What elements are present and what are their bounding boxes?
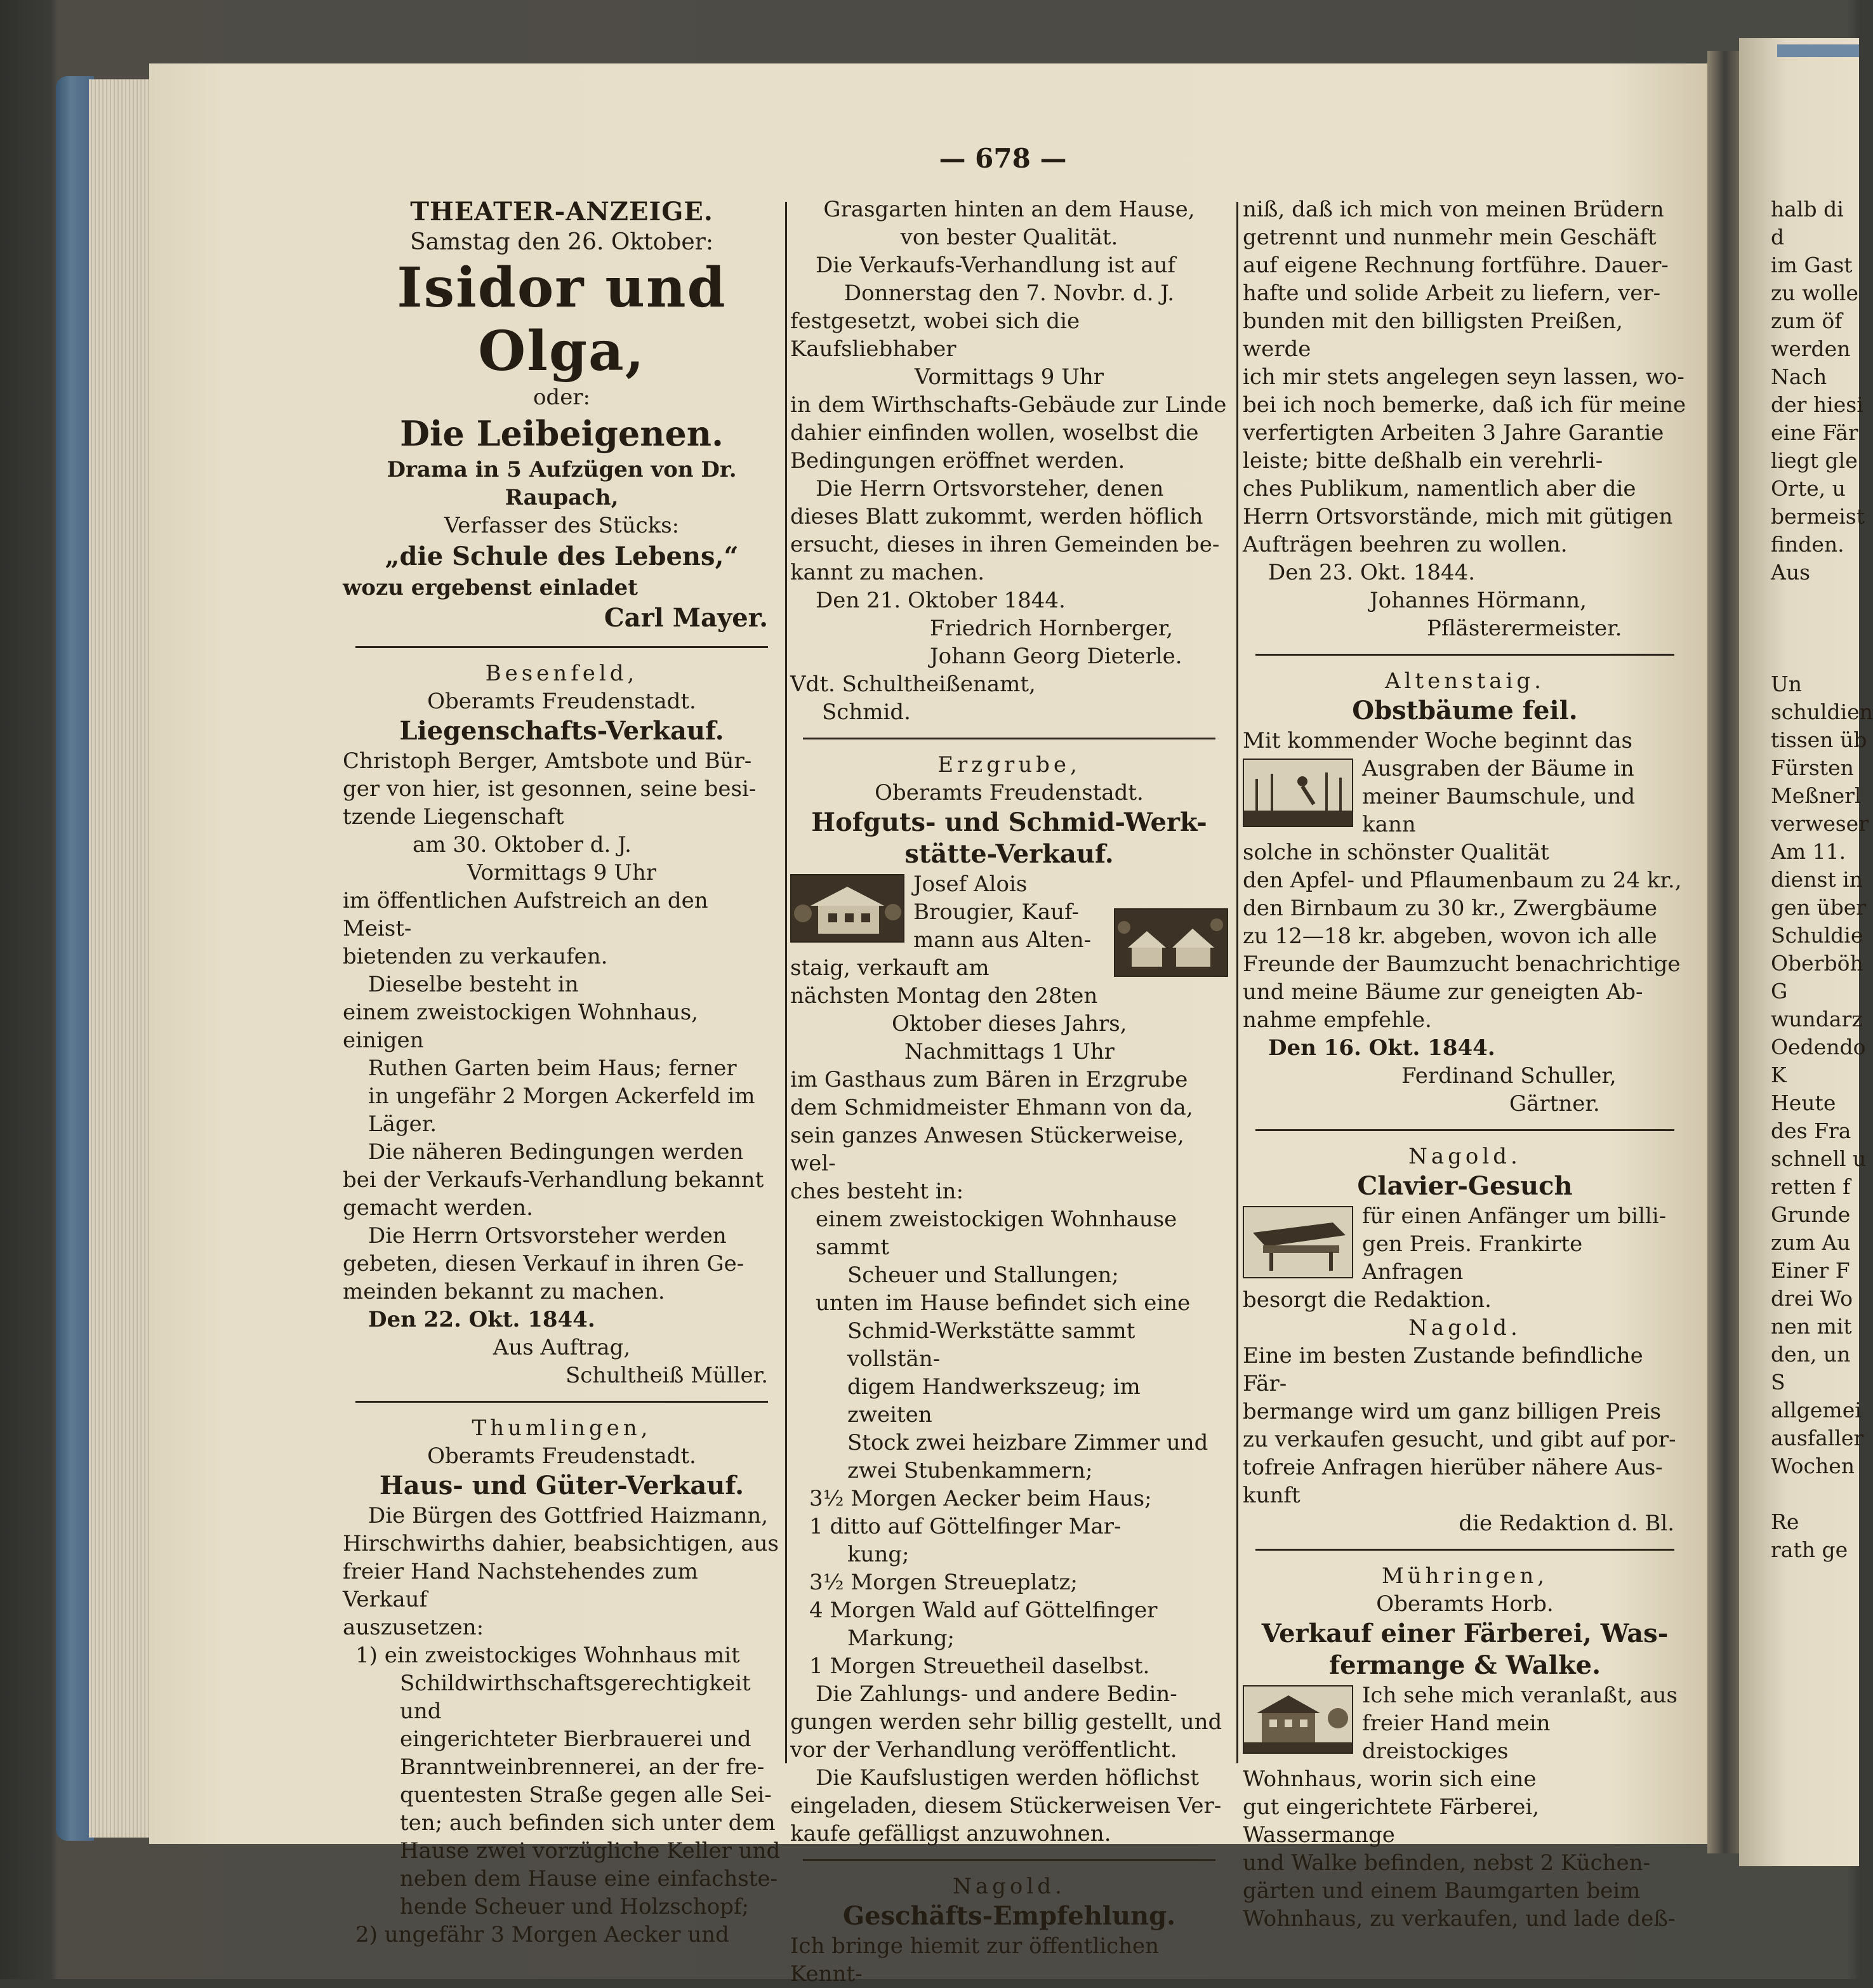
ad-place: Mühringen,	[1381, 1563, 1549, 1589]
fragment-line: Aus	[1771, 560, 1811, 585]
ad-title: Verkauf einer Färberei, Was-	[1261, 1619, 1669, 1648]
ad-line: meinden bekannt zu machen.	[343, 1279, 665, 1304]
invite-line: wozu ergebenst einladet	[343, 575, 638, 600]
ad-line: mann aus Alten-	[913, 927, 1092, 953]
text-line: getrennt und nunmehr mein Geschäft	[1243, 225, 1657, 250]
fragment-line: schuldien	[1771, 699, 1873, 724]
ad-line: gen Preis. Frankirte Anfragen	[1362, 1231, 1583, 1285]
ad-line: gungen werden sehr billig gestellt, und	[790, 1709, 1222, 1735]
ad-title: Haus- und Güter-Verkauf.	[379, 1471, 745, 1501]
fragment-line: den, un	[1771, 1342, 1851, 1367]
fragment-line: Einer F	[1771, 1258, 1850, 1283]
ad-title: Hofguts- und Schmid-Werk-	[811, 807, 1207, 837]
fragment-line: im Gast	[1771, 253, 1853, 277]
fragment-line: S	[1771, 1370, 1785, 1395]
ad-line: tzende Liegenschaft	[343, 804, 564, 830]
ad-line: Die Zahlungs- und andere Bedin-	[816, 1681, 1177, 1707]
ad-line: solche in schönster Qualität	[1243, 840, 1549, 865]
ad-district: Oberamts Horb.	[1376, 1591, 1554, 1617]
ad-line: freier Hand Nachstehendes zum Verkauf	[343, 1559, 698, 1612]
ad-place: Altenstaig.	[1385, 668, 1545, 694]
ad-signature: Ferdinand Schuller,	[1401, 1063, 1617, 1089]
house-woodcut	[1243, 1685, 1353, 1754]
fragment-line: zu wolle	[1771, 281, 1858, 305]
text-line: ersucht, dieses in ihren Gemeinden be-	[790, 532, 1220, 557]
ad-line: und Walke befinden, nebst 2 Küchen-	[1243, 1850, 1651, 1876]
ad-list-item: neben dem Hause eine einfachste-	[400, 1866, 778, 1892]
ad-title: stätte-Verkauf.	[904, 839, 1114, 869]
fragment-line: der hiesi	[1771, 392, 1863, 417]
ad-line: eingeladen, diesem Stückerweisen Ver-	[790, 1793, 1222, 1819]
ad-place: Erzgrube,	[937, 752, 1081, 778]
text-line: niß, daß ich mich von meinen Brüdern	[1243, 197, 1664, 222]
ad-line: Die Herrn Ortsvorsteher werden	[368, 1223, 727, 1249]
ad-auftrag: Aus Auftrag,	[493, 1335, 631, 1360]
fragment-line: ausfaller	[1771, 1426, 1864, 1450]
ad-list-item: ten; auch befinden sich unter dem	[400, 1810, 776, 1836]
ad-line: vor der Verhandlung veröffentlicht.	[790, 1737, 1177, 1763]
ad-district: Oberamts Freudenstadt.	[427, 689, 696, 714]
text-line: leiste; bitte deßhalb ein verehrli-	[1243, 448, 1603, 474]
ad-line: Wohnhaus, worin sich eine	[1243, 1766, 1537, 1792]
fragment-line: verweser	[1771, 811, 1869, 836]
text-line: in dem Wirthschafts-Gebäude zur Linde	[790, 392, 1227, 418]
ad-line: Scheuer und Stallungen;	[847, 1262, 1119, 1288]
text-line: Aufträgen beehren zu wollen.	[1243, 532, 1568, 557]
ad-line: nahme empfehle.	[1243, 1007, 1432, 1033]
fragment-line: Am 11.	[1771, 839, 1846, 864]
fragment-line: Grunde	[1771, 1202, 1851, 1227]
ad-line: zu 12—18 kr. abgeben, wovon ich alle	[1243, 924, 1657, 949]
ad-title: Clavier-Gesuch	[1357, 1171, 1573, 1201]
fragment-line	[1771, 1480, 1859, 1508]
ad-line: Mit kommender Woche beginnt das	[1243, 728, 1632, 753]
fragment-line: Meßnerl	[1771, 783, 1862, 808]
ad-title: Liegenschafts-Verkauf.	[399, 716, 724, 746]
separator	[1255, 654, 1674, 656]
text-line: auf eigene Rechnung fortführe. Dauer-	[1243, 253, 1669, 278]
ad-date: Den 16. Okt. 1844.	[1268, 1035, 1495, 1061]
separator	[803, 738, 1215, 739]
separator	[1255, 1549, 1674, 1551]
ad-line: im Gasthaus zum Bären in Erzgrube	[790, 1067, 1188, 1092]
ad-line: staig, verkauft am	[790, 955, 989, 981]
theater-signer: Carl Mayer.	[604, 603, 768, 633]
ad-line: Ich bringe hiemit zur öffentlichen Kennt-	[790, 1933, 1160, 1987]
play-title: Isidor und Olga,	[397, 256, 727, 383]
ad-list-item: 1) ein zweistockiges Wohnhaus mit	[355, 1643, 740, 1668]
ad-line: kung;	[847, 1542, 910, 1567]
ad-line: gebeten, diesen Verkauf in ihren Ge-	[343, 1251, 745, 1276]
ad-line: gut eingerichtete Färberei, Wassermange	[1243, 1794, 1540, 1848]
fragment-line: gen über	[1771, 895, 1867, 920]
ad-line: in ungefähr 2 Morgen Ackerfeld im	[368, 1083, 755, 1109]
ad-line: Ruthen Garten beim Haus; ferner	[368, 1056, 737, 1081]
ad-line: den Apfel- und Pflaumenbaum zu 24 kr.,	[1243, 868, 1682, 893]
ad-list-item: Hause zwei vorzügliche Keller und	[400, 1838, 781, 1864]
separator	[1255, 1129, 1674, 1131]
fragment-line: allgemei	[1771, 1398, 1862, 1422]
ad-district: Oberamts Freudenstadt.	[427, 1443, 696, 1469]
separator	[803, 1859, 1215, 1861]
gardener-woodcut	[1243, 759, 1353, 827]
fragment-line: tissen üb	[1771, 727, 1867, 752]
text-line: Bedingungen eröffnet werden.	[790, 448, 1125, 474]
text-line: dahier einfinden wollen, woselbst die	[790, 420, 1199, 446]
ad-line: meiner Baumschule, und kann	[1362, 784, 1636, 837]
other-play: „die Schule des Lebens,“	[385, 541, 739, 571]
ad-list-item: Schildwirthschaftsgerechtigkeit und	[400, 1671, 751, 1724]
ad-line: bermange wird um ganz billigen Preis	[1243, 1399, 1662, 1424]
ad-title: fermange & Walke.	[1328, 1650, 1601, 1680]
ad-line: unten im Hause befindet sich eine	[816, 1290, 1191, 1316]
farmhouse-woodcut	[790, 874, 904, 943]
fragment-line: Fürsten	[1771, 755, 1854, 780]
ad-line: Schmid-Werkstätte sammt vollstän-	[847, 1318, 1135, 1372]
ad-list-item: hende Scheuer und Holzschopf;	[400, 1894, 749, 1919]
text-line: Pflästerermeister.	[1427, 616, 1622, 641]
village-woodcut	[1114, 908, 1228, 977]
ad-line: 3½ Morgen Aecker beim Haus;	[809, 1486, 1152, 1511]
text-line: hafte und solide Arbeit zu liefern, ver-	[1243, 281, 1661, 306]
text-line: Vormittags 9 Uhr	[914, 364, 1104, 390]
column-rule	[785, 202, 787, 1763]
fragment-line: bermeist	[1771, 504, 1865, 529]
text-line: Grasgarten hinten an dem Hause,	[823, 197, 1195, 222]
text-line: Herrn Ortsvorstände, mich mit gütigen	[1243, 504, 1673, 529]
ad-date: Den 22. Okt. 1844.	[368, 1307, 595, 1332]
fragment-line: rath ge	[1771, 1537, 1848, 1562]
play-subtitle: Die Leibeigenen.	[400, 413, 724, 454]
ad-list-item: 2) ungefähr 3 Morgen Aecker und	[355, 1922, 729, 1947]
ad-line: tofreie Anfragen hierüber nähere Aus-	[1243, 1455, 1663, 1480]
ad-line: auszusetzen:	[343, 1615, 484, 1640]
ad-line: Wohnhaus, zu verkaufen, und lade deß-	[1243, 1906, 1676, 1932]
ad-line: sein ganzes Anwesen Stückerweise, wel-	[790, 1123, 1184, 1176]
ad-line: den Birnbaum zu 30 kr., Zwergbäume	[1243, 896, 1657, 921]
theater-date: Samstag den 26. Oktober:	[410, 229, 713, 255]
ad-list-item: Branntweinbrennerei, an der fre-	[400, 1754, 765, 1780]
fragment-line	[1771, 586, 1859, 614]
ad-line: 1 ditto auf Göttelfinger Mar-	[809, 1514, 1122, 1539]
ad-district: Oberamts Freudenstadt.	[875, 780, 1144, 805]
ad-line: Josef Alois Brougier, Kauf-	[913, 871, 1079, 925]
column-1	[343, 195, 781, 1949]
fragment-line	[1771, 614, 1859, 642]
text-line: Johannes Hörmann,	[1370, 588, 1587, 613]
fragment-line: eine Fär	[1771, 420, 1858, 445]
ad-place: Besenfeld,	[485, 661, 639, 686]
column-rule	[1236, 202, 1238, 1763]
ad-line: dem Schmidmeister Ehmann von da,	[790, 1095, 1193, 1120]
page-edges	[89, 79, 152, 1838]
drama-info: Drama in 5 Aufzügen von Dr. Raupach,	[387, 457, 737, 510]
text-line: festgesetzt, wobei sich die Kaufsliebhaber	[790, 308, 1080, 362]
ad-line: Vormittags 9 Uhr	[467, 860, 657, 885]
fragment-line: K	[1771, 1063, 1787, 1087]
ad-place: Nagold.	[1408, 1144, 1521, 1169]
ad-line: zu verkaufen gesucht, und gibt auf por-	[1243, 1427, 1676, 1452]
ad-place: Nagold.	[1408, 1315, 1521, 1341]
text-line: ich mir stets angelegen seyn lassen, wo-	[1243, 364, 1684, 390]
ad-signature: Gärtner.	[1509, 1091, 1600, 1117]
ad-line: Nachmittags 1 Uhr	[904, 1039, 1115, 1064]
ad-line: bei der Verkaufs-Verhandlung bekannt	[343, 1167, 764, 1193]
text-line: bunden mit den billigsten Preißen, werde	[1243, 308, 1623, 362]
ad-line: 3½ Morgen Streueplatz;	[809, 1570, 1078, 1595]
ad-place: Thumlingen,	[472, 1415, 652, 1441]
text-line: Die Herrn Ortsvorsteher, denen	[816, 476, 1164, 501]
ad-line: Oktober dieses Jahrs,	[892, 1011, 1127, 1037]
ad-line: Hirschwirths dahier, beabsichtigen, aus	[343, 1531, 779, 1556]
ad-line: kaufe gefälligst anzuwohnen.	[790, 1821, 1111, 1846]
fragment-line: wundarz	[1771, 1007, 1863, 1031]
text-line: kannt zu machen.	[790, 560, 985, 585]
ad-line: Ausgraben der Bäume in	[1362, 756, 1634, 781]
fragment-line: G	[1771, 979, 1788, 1004]
column-3	[1243, 195, 1687, 1933]
fragment-line: Heute	[1771, 1090, 1836, 1115]
column-2	[790, 195, 1228, 1988]
ad-line: einem zweistockigen Wohnhaus, einigen	[343, 1000, 698, 1053]
ad-line: und meine Bäume zur geneigten Ab-	[1243, 979, 1643, 1005]
fragment-line: d	[1771, 225, 1785, 249]
fragment-line: retten f	[1771, 1174, 1851, 1199]
ad-line: einem zweistockigen Wohnhause sammt	[816, 1207, 1177, 1260]
book-cover-spine	[56, 76, 94, 1841]
ad-signature: die Redaktion d. Bl.	[1459, 1511, 1674, 1536]
fragment-line: Oberböh	[1771, 951, 1863, 976]
text-line: Johann Georg Dieterle.	[930, 644, 1182, 669]
fragment-line: des Fra	[1771, 1118, 1851, 1143]
ad-line: freier Hand mein dreistockiges	[1362, 1711, 1551, 1764]
ad-line: 4 Morgen Wald auf Göttelfinger	[809, 1598, 1158, 1623]
right-page-fragment	[1771, 195, 1873, 1564]
fragment-line: Wochen	[1771, 1454, 1855, 1478]
fragment-line: liegt gle	[1771, 448, 1858, 473]
fragment-line: finden.	[1771, 532, 1844, 557]
oder-text: oder:	[533, 385, 591, 410]
ad-line: ches besteht in:	[790, 1179, 964, 1204]
author-line: Verfasser des Stücks:	[444, 513, 680, 538]
text-line: Die Verkaufs-Verhandlung ist auf	[816, 253, 1176, 278]
ad-title: Obstbäume feil.	[1352, 696, 1578, 726]
fragment-line: nen mit	[1771, 1314, 1852, 1339]
ad-line: 1 Morgen Streuetheil daselbst.	[809, 1653, 1150, 1679]
theater-heading: THEATER-ANZEIGE.	[410, 197, 713, 227]
ad-line: Christoph Berger, Amtsbote und Bür-	[343, 748, 752, 774]
fragment-line: Oedendo	[1771, 1035, 1866, 1059]
text-line: verfertigten Arbeiten 3 Jahre Garantie	[1243, 420, 1664, 446]
fragment-line: Schuldie	[1771, 923, 1863, 948]
ad-list-item: quentesten Straße gegen alle Sei-	[400, 1782, 772, 1808]
text-line: von bester Qualität.	[900, 225, 1118, 250]
text-line: Den 23. Okt. 1844.	[1268, 560, 1476, 585]
fragment-line: Orte, u	[1771, 476, 1846, 501]
text-line: ches Publikum, namentlich aber die	[1243, 476, 1636, 501]
text-line: dieses Blatt zukommt, werden höflich	[790, 504, 1203, 529]
fragment-line: dienst in	[1771, 867, 1863, 892]
ad-line: ger von hier, ist gesonnen, seine besi-	[343, 776, 757, 802]
text-line: Donnerstag den 7. Novbr. d. J.	[844, 281, 1175, 306]
fragment-line: Nach	[1771, 364, 1827, 389]
ad-line: Markung;	[847, 1626, 955, 1651]
ad-line: digem Handwerkszeug; im zweiten	[847, 1374, 1141, 1428]
page-number: — 678 —	[939, 143, 1067, 174]
ad-line: am 30. Oktober d. J.	[413, 832, 632, 858]
ad-line: zwei Stubenkammern;	[847, 1458, 1093, 1483]
fragment-line	[1771, 642, 1859, 670]
ad-line: Stock zwei heizbare Zimmer und	[847, 1430, 1208, 1455]
text-line: bei ich noch bemerke, daß ich für meine	[1243, 392, 1686, 418]
fragment-line: Un	[1771, 672, 1803, 696]
separator	[355, 1401, 768, 1403]
book-gutter	[1707, 51, 1739, 1853]
ad-line: besorgt die Redaktion.	[1243, 1287, 1492, 1313]
ad-place: Nagold.	[953, 1874, 1066, 1899]
fragment-line: Re	[1771, 1509, 1799, 1534]
ad-list-item: eingerichteter Bierbrauerei und	[400, 1726, 751, 1752]
ad-line: Freunde der Baumzucht benachrichtige	[1243, 951, 1681, 977]
fragment-line: drei Wo	[1771, 1286, 1853, 1311]
ad-line: bietenden zu verkaufen.	[343, 944, 608, 969]
text-line: Schmid.	[822, 699, 911, 725]
ad-line: Eine im besten Zustande befindliche Fär-	[1243, 1343, 1643, 1396]
fragment-line: schnell u	[1771, 1146, 1867, 1171]
fragment-line: halb di	[1771, 197, 1844, 222]
text-line: Vdt. Schultheißenamt,	[790, 672, 1036, 697]
ad-line: gärten und einem Baumgarten beim	[1243, 1878, 1641, 1904]
text-line: Friedrich Hornberger,	[930, 616, 1174, 641]
ad-line: Die Kaufslustigen werden höflichst	[816, 1765, 1200, 1791]
ad-line: gemacht werden.	[343, 1195, 533, 1221]
piano-woodcut	[1243, 1206, 1353, 1278]
ad-line: nächsten Montag den 28ten	[790, 983, 1098, 1009]
ad-line: Die Bürgen des Gottfried Haizmann,	[368, 1503, 769, 1528]
fragment-line: zum öf	[1771, 308, 1843, 333]
text-line: Den 21. Oktober 1844.	[816, 588, 1066, 613]
ad-title: Geschäfts-Empfehlung.	[842, 1901, 1176, 1931]
ad-line: Läger.	[368, 1111, 437, 1137]
right-cover-edge	[1777, 44, 1859, 57]
ad-signature: Schultheiß Müller.	[566, 1363, 768, 1388]
ad-line: im öffentlichen Aufstreich an den Meist-	[343, 888, 708, 941]
separator	[355, 646, 768, 648]
fragment-line: zum Au	[1771, 1230, 1851, 1255]
fragment-line: werden	[1771, 336, 1851, 361]
ad-line: Die näheren Bedingungen werden	[368, 1139, 744, 1165]
ad-line: Ich sehe mich veranlaßt, aus	[1362, 1683, 1678, 1708]
ad-line: Dieselbe besteht in	[368, 972, 579, 997]
ad-line: für einen Anfänger um billi-	[1362, 1203, 1667, 1229]
ad-line: kunft	[1243, 1483, 1301, 1508]
